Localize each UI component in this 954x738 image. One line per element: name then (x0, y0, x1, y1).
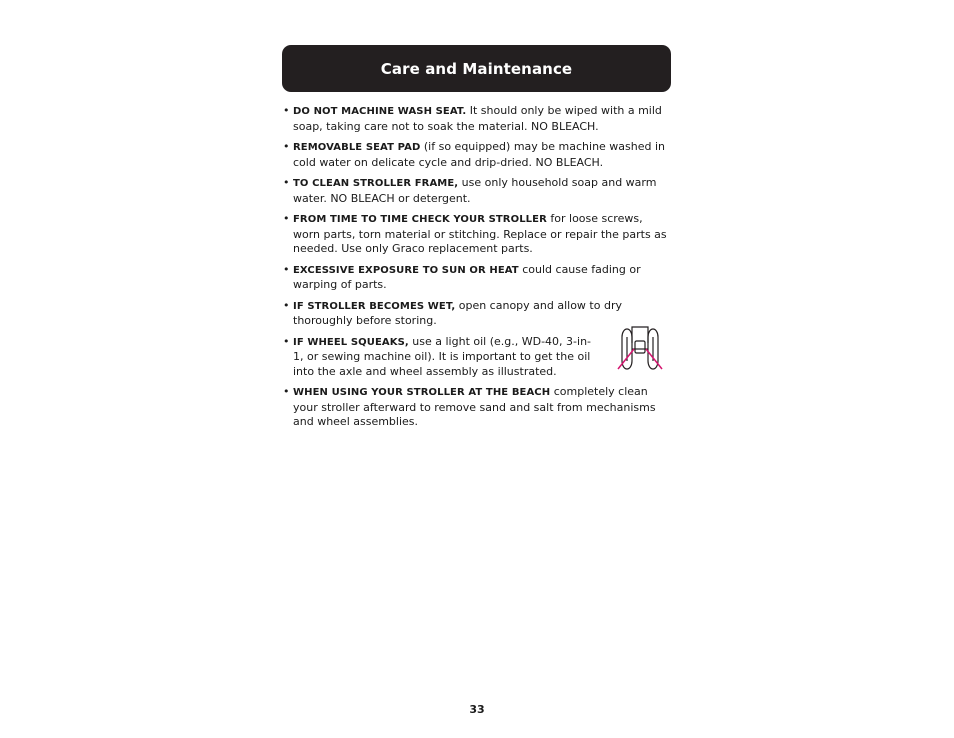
item-lead: TO CLEAN STROLLER FRAME, (293, 178, 459, 189)
item-text: (if so equipped) may be machine washed in cold water on delicate cycle and drip-dried. NO BLEACH. (293, 140, 666, 169)
list-item (283, 212, 673, 257)
list-item (283, 385, 673, 430)
item-text: could cause fading or warping of parts. (293, 262, 641, 291)
item-text: use only household soap and warm water. NO BLEACH or detergent. (293, 176, 657, 205)
item-lead: EXCESSIVE EXPOSURE TO SUN OR HEAT (293, 264, 519, 276)
list-item (283, 104, 673, 134)
item-text: It should only be wiped with a mild soap, taking care not to soak the material. NO BLEACH. (293, 104, 662, 133)
item-text: for loose screws, worn parts, torn material or stitching. Replace or repair the parts as needed. Use only Graco replacement parts. (293, 212, 667, 255)
item-text: use a light oil (e.g., WD-40, 3-in-1, or sewing machine oil). It is important to get the oil into the axle and wheel assembly as illustrated. (293, 334, 592, 378)
bullet-icon: • (283, 385, 290, 398)
item-lead: IF STROLLER BECOMES WET, (293, 300, 456, 312)
item-lead: IF WHEEL SQUEAKS, (293, 336, 409, 348)
bullet-icon: • (283, 262, 290, 276)
bullet-icon: • (283, 334, 290, 348)
page-title: Care and Maintenance (380, 59, 573, 78)
item-lead: DO NOT MACHINE WASH SEAT. (293, 106, 467, 117)
bullet-icon: • (283, 176, 290, 189)
oil-point-marker (618, 349, 662, 369)
bullet-icon: • (283, 298, 290, 312)
item-lead: FROM TIME TO TIME CHECK YOUR STROLLER (293, 214, 547, 225)
list-item (283, 176, 673, 206)
care-instructions-list (283, 104, 673, 436)
list-item (283, 140, 673, 170)
wheel-assembly-icon (612, 323, 666, 375)
bullet-icon: • (283, 104, 290, 117)
list-item (283, 263, 673, 293)
item-lead: WHEN USING YOUR STROLLER AT THE BEACH (293, 387, 551, 398)
page-number: 33 (469, 703, 485, 716)
bullet-icon: • (283, 140, 290, 153)
bullet-icon: • (283, 212, 290, 225)
item-lead: REMOVABLE SEAT PAD (293, 142, 421, 153)
item-text: open canopy and allow to dry thoroughly before storing. (293, 298, 622, 327)
section-header (282, 45, 671, 92)
item-text: completely clean your stroller afterward to remove sand and salt from mechanisms and wheel assemblies. (293, 385, 656, 428)
